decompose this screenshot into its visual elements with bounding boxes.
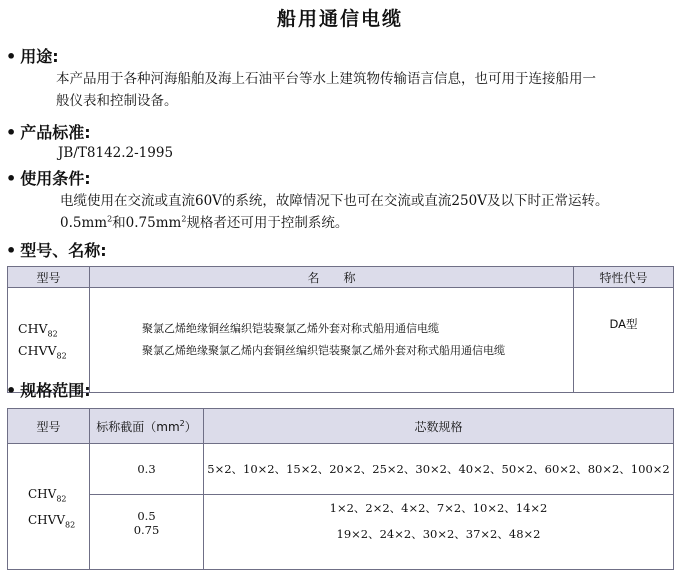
model-base: CHV — [18, 321, 48, 336]
table-row — [8, 288, 674, 393]
conditions-text-line2 — [60, 212, 675, 234]
model-base: CHVV — [18, 343, 57, 358]
models-header-code: 特性代号 — [574, 267, 674, 288]
section-close: ） — [184, 419, 197, 434]
model-base: CHVV — [28, 512, 65, 527]
models-name-cell — [90, 288, 574, 393]
table-row — [8, 495, 674, 570]
name-chv: 聚氯乙烯绝缘铜丝编织铠装聚氯乙烯外套对称式船用通信电缆 — [142, 322, 439, 335]
standard-text: JB/T8142.2-1995 — [58, 145, 174, 161]
model-sub: 82 — [64, 519, 76, 529]
models-header-name: 名 称 — [90, 267, 574, 288]
model-chvv — [18, 340, 89, 362]
conditions-sup1: 2 — [107, 214, 113, 224]
models-heading — [6, 238, 107, 261]
section-sup: 2 — [179, 418, 185, 428]
model-sub: 82 — [47, 329, 58, 339]
page-title: 船用通信电缆 — [276, 8, 403, 30]
conditions-text — [60, 190, 675, 234]
name-chvv: 聚氯乙烯绝缘聚氯乙烯内套铜丝编织铠装聚氯乙烯外套对称式船用通信电缆 — [142, 344, 505, 357]
usage-text — [56, 68, 676, 112]
bullet-icon: • — [6, 47, 17, 66]
conditions-heading-label: 使用条件: — [20, 169, 91, 188]
conditions-heading — [6, 166, 91, 189]
model-sub: 82 — [56, 493, 67, 503]
usage-heading — [6, 44, 59, 67]
conditions-part2: 和0.75mm — [112, 215, 182, 231]
standard-heading-label: 产品标准: — [20, 123, 91, 142]
spec-model-chvv — [28, 507, 89, 533]
models-heading-label: 型号、名称: — [20, 241, 107, 260]
spec-cores-cell: 5×2、10×2、15×2、20×2、25×2、30×2、40×2、50×2、60×2、80×2、100×2 — [204, 444, 674, 495]
models-header-model: 型号 — [8, 267, 90, 288]
spec-cores-line2: 19×2、24×2、30×2、37×2、48×2 — [336, 527, 541, 541]
bullet-icon: • — [6, 169, 17, 188]
model-chv — [18, 318, 89, 340]
conditions-part3: 规格者还可用于控制系统。 — [186, 215, 349, 231]
spec-model-chv — [28, 481, 89, 507]
bullet-icon: • — [6, 381, 17, 400]
table-row — [8, 444, 674, 495]
spec-cores-line1: 1×2、2×2、4×2、7×2、10×2、14×2 — [329, 501, 548, 515]
usage-heading-label: 用途: — [20, 47, 59, 66]
models-table — [7, 266, 674, 393]
specs-header-model: 型号 — [8, 409, 90, 444]
spec-section-cell — [90, 495, 204, 570]
spec-section-cell: 0.3 — [90, 444, 204, 495]
model-sub: 82 — [56, 351, 67, 361]
spec-cores-cell — [204, 495, 674, 570]
spec-section-05: 0.5 — [137, 509, 156, 523]
models-table-header-row — [8, 267, 674, 288]
bullet-icon: • — [6, 123, 17, 142]
section-label: 标称截面（mm — [96, 419, 180, 434]
specs-table — [7, 408, 674, 570]
spec-section-075: 0.75 — [133, 523, 160, 537]
specs-heading — [6, 378, 91, 401]
specs-heading-label: 规格范围: — [20, 381, 91, 400]
conditions-sup2: 2 — [181, 214, 187, 224]
model-base: CHV — [28, 486, 57, 501]
models-model-cell — [8, 288, 90, 393]
specs-header-cores: 芯数规格 — [204, 409, 674, 444]
usage-text-line1: 本产品用于各种河海船舶及海上石油平台等水上建筑物传输语言信息，也可用于连接船用一 — [56, 71, 596, 87]
conditions-text-line1: 电缆使用在交流或直流60V的系统，故障情况下也可在交流或直流250V及以下时正常运转。 — [60, 193, 609, 209]
specs-table-header-row — [8, 409, 674, 444]
specs-model-cell — [8, 444, 90, 570]
specs-header-section — [90, 409, 204, 444]
conditions-part1: 0.5mm — [60, 215, 108, 231]
models-code-cell: DA型 — [574, 288, 674, 393]
standard-heading — [6, 120, 91, 143]
bullet-icon: • — [6, 241, 17, 260]
usage-text-line2: 般仪表和控制设备。 — [56, 93, 178, 109]
